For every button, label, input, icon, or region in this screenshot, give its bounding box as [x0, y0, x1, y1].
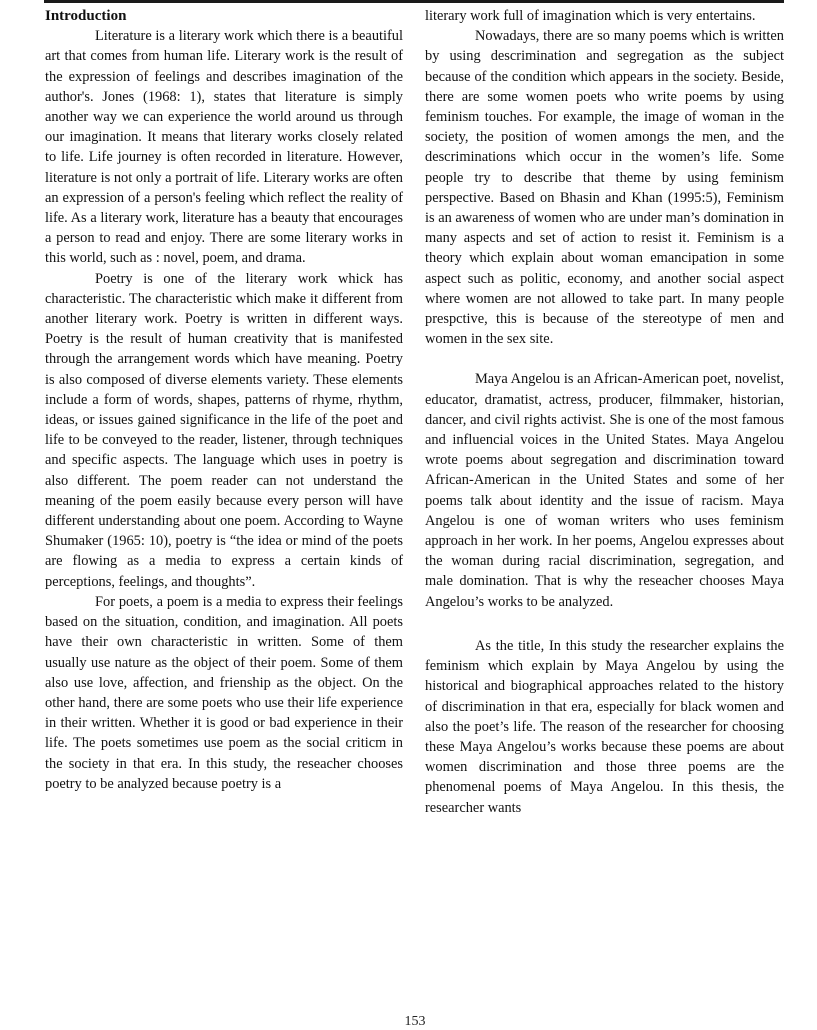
paragraph-literature: Literature is a literary work which there is a beautiful art that comes from human life. Literary work is the result of the expression of feelings and describes imagination of the author's. Jones (1968: 1), states that literature is simply another way we can experience the world around us through our imagination. It means that literary works closely related to life. Life journey is often recorded in literature. However, literature is not only a portrait of life. Literary works are often an expression of a person's feeling which reflect the reality of life. As a literary work, literature has a beauty that encourages a person to read and enjoy. There are some literary works in this world, such as : novel, poem, and drama.	[45, 28, 403, 267]
paragraph-study-title: As the title, In this study the researcher explains the feminism which explain by Maya Angelou by using the historical and biographical approaches related to the history of discrimination in that era, especially for black women and also the poet’s life. The reason of the researcher for choosing these Maya Angelou’s works because these poems are about women discrimination and those three poems are the phenomenal poems of Maya Angelou. In this thesis, the researcher wants	[425, 637, 784, 816]
right-column	[425, 6, 784, 818]
paragraph-poetry: Poetry is one of the literary work whick has characteristic. The characteristic which make it different from another literary work. Poetry is written in different ways. Poetry is the result of human creativity that is manifested through the arrangement words which have meaning. Poetry is also composed of diverse elements variety. These elements include a form of words, shapes, patterns of rhyme, rhythm, ideas, or issues gained significance in the life of the poet and life to be conveyed to the reader, listener, through techniques and specific aspects. The language which uses in poetry is also different. The poem reader can not understand the meaning of the poem easily because every person will have different understanding about one poem. According to Wayne Shumaker (1965: 10), poetry is “the idea or mind of the poets are flowing as a media to express a certain kinds of perceptions, feelings, and thoughts”.	[45, 270, 403, 590]
paragraph-gap	[425, 612, 784, 636]
section-heading: Introduction	[45, 8, 127, 24]
paragraph-maya-angelou: Maya Angelou is an African-American poet, novelist, educator, dramatist, actress, producer, filmmaker, historian, dancer, and civil rights activist. She is one of the most famous and influencial voices in the United States. Maya Angelou wrote poems about segregation and discrimination toward African-American in the United States and some of her poems talk about identity and the issue of racism. Maya Angelou is one of woman writers who uses feminism approach in her work. In her poems, Angelou expresses about the woman during racial discrimination, segregation, and male domination. That is why the reseacher chooses Maya Angelou’s works to be analyzed.	[425, 371, 784, 610]
paragraph-poets: For poets, a poem is a media to express their feelings based on the situation, condition, and imagination. All poets have their own characteristic in written. Some of them usually use nature as the object of their poem. Some of them also use love, affection, and frienship as the object. On the other hand, there are some poets who use their life experience in their written. Whether it is good or bad experience in their life. The poets sometimes use poem as the social criticm in the society in that era. In this study, the reseacher chooses poetry to be analyzed because poetry is a	[45, 593, 403, 792]
paragraph-feminism: Nowadays, there are so many poems which is written by using descrimination and segregation as the subject because of the condition which appears in the society. Beside, there are some women poets who write poems by using feminism touches. For example, the image of woman in the society, the position of women amongs the men, and the descriminations which occur in the women’s life. Some people try to describe that theme by using feminism perspective. Based on Bhasin and Khan (1995:5), Feminism is an awareness of women who are under man’s domination in many aspects and set of action to resist it. Feminism is a theory which explain about woman emancipation in some aspect such as politic, economy, and another social aspect where women are not allowed to take part. In many people prespctive, this is because of the stereotype of men and women in the sex site.	[425, 28, 784, 348]
paragraph-gap	[425, 349, 784, 369]
top-rule	[44, 0, 784, 3]
page-number: 153	[404, 1014, 426, 1029]
paragraph-continuation: literary work full of imagination which is very entertains.	[425, 8, 756, 24]
left-column	[45, 6, 403, 794]
